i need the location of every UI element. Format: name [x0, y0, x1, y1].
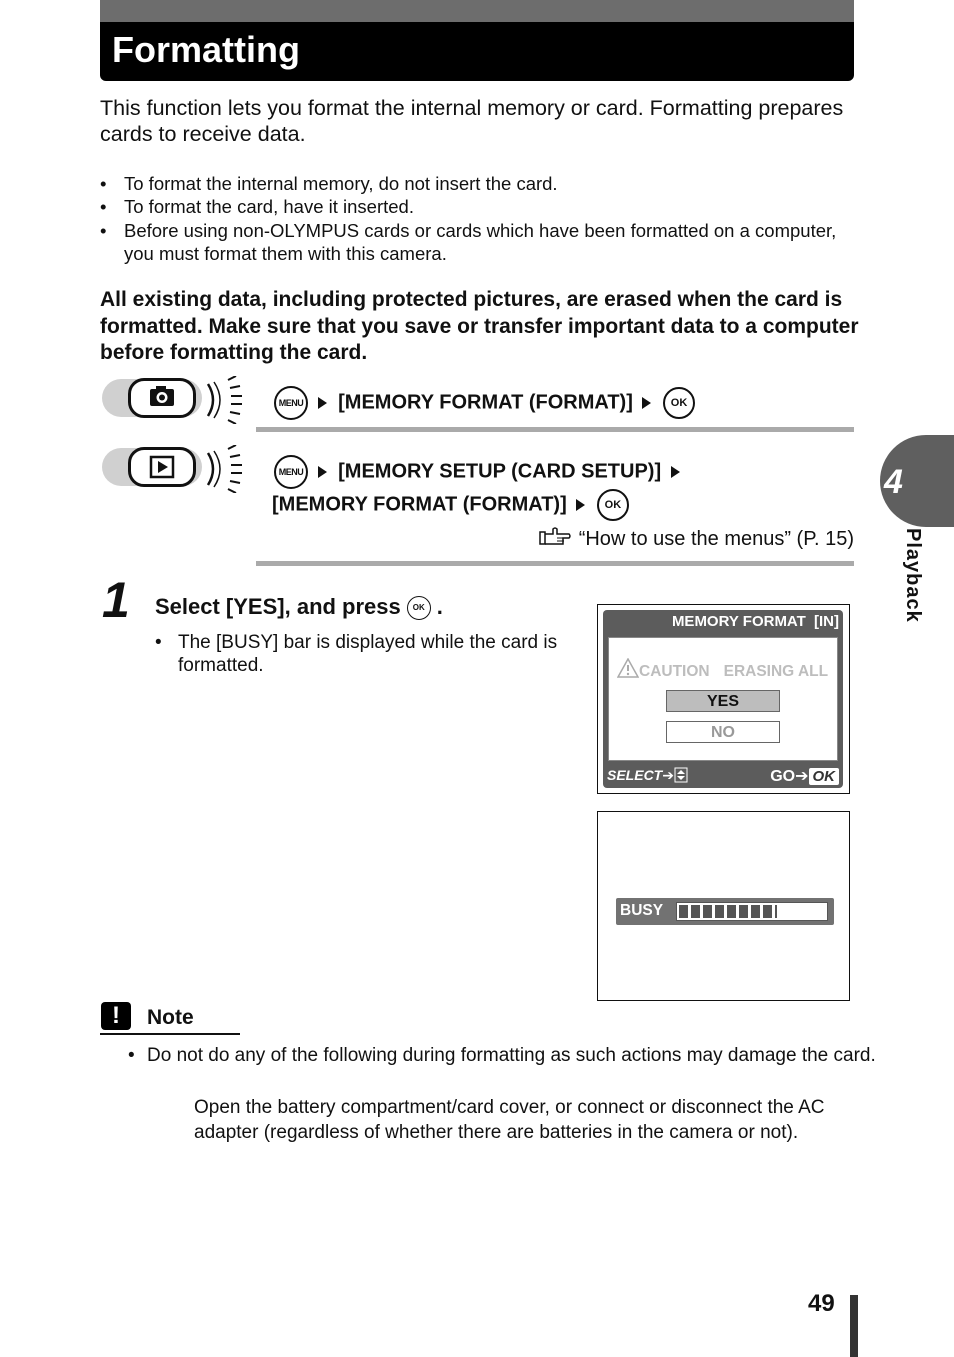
bullet-list [100, 172, 860, 265]
busy-label: BUSY [620, 902, 664, 919]
reference-text: “How to use the menus” (P. 15) [578, 528, 854, 550]
progress-fill [679, 905, 777, 918]
ok-button-icon: OK [407, 596, 431, 620]
page-edge-bar [850, 1295, 858, 1357]
playback-menu-path-2 [272, 489, 629, 521]
play-icon [131, 450, 193, 484]
select-text: SELECT [607, 767, 663, 783]
yes-option[interactable]: YES [666, 690, 780, 712]
intro-text: This function lets you format the internal memory or card. Formatting prepares cards to receive data. [100, 96, 844, 146]
warning-text: All existing data, including protected pictures, are erased when the card is formatted. Make sure that you save or transfer important data to a computer before formatting the card. [100, 288, 859, 364]
arrow-right-icon [671, 466, 680, 478]
list-item: • To format the internal memory, do not insert the card. [100, 172, 860, 195]
lcd-panel [608, 637, 838, 761]
warning-triangle-icon [617, 658, 639, 678]
lcd-header-text: MEMORY FORMAT [671, 613, 806, 630]
go-text: GO [770, 768, 796, 785]
shooting-mode-dial-icon [100, 376, 240, 424]
no-option[interactable]: NO [666, 721, 780, 743]
arrow-right-icon [318, 466, 327, 478]
step-number: 1 [102, 572, 130, 628]
ok-button-icon: OK [663, 387, 695, 419]
progress-track [676, 902, 828, 921]
internal-memory-badge: [IN] [814, 613, 839, 630]
list-item: • To format the card, have it inserted. [100, 195, 860, 218]
menu-reference [539, 526, 854, 551]
up-down-icon [674, 767, 688, 783]
page-title: Formatting [112, 29, 300, 70]
list-item: • Before using non-OLYMPUS cards or cards which have been formatted on a computer, you must format them with this camera. [100, 219, 860, 266]
arrow-right-icon: ➔ [662, 767, 674, 783]
arrow-right-icon [576, 499, 585, 511]
go-hint [770, 766, 839, 786]
chapter-label: Playback [902, 528, 924, 623]
step-heading-text: Select [YES], and press [155, 594, 401, 619]
arrow-right-icon [642, 397, 651, 409]
step-bullet: • The [BUSY] bar is displayed while the card is formatted. [155, 631, 558, 678]
menu-item-memory-format: [MEMORY FORMAT (FORMAT)] [272, 493, 567, 516]
lcd-footer [605, 765, 841, 787]
chapter-number: 4 [884, 463, 903, 501]
arrow-right-icon [318, 397, 327, 409]
menu-item-memory-setup: [MEMORY SETUP (CARD SETUP)] [338, 460, 662, 483]
busy-bar [616, 898, 834, 925]
camera-icon [131, 381, 193, 415]
title-strip [100, 0, 854, 22]
menu-item-memory-format: [MEMORY FORMAT (FORMAT)] [338, 391, 633, 414]
menu-button-icon: MENU [274, 455, 308, 489]
hand-pointer-icon [539, 526, 573, 548]
note-bullet: • Do not do any of the following during formatting as such actions may damage the card. [128, 1044, 877, 1069]
playback-menu-path-1 [274, 455, 686, 489]
erasing-text: ERASING ALL [723, 663, 829, 680]
exclamation-icon: ! [101, 1002, 131, 1030]
ok-badge: OK [809, 768, 840, 785]
step-heading-period: . [436, 594, 443, 619]
title-bar [100, 0, 854, 81]
separator [256, 561, 854, 566]
lcd-busy-screen [597, 811, 850, 1001]
select-hint [607, 767, 688, 784]
playback-mode-dial-icon [100, 445, 240, 493]
chapter-tab [880, 435, 954, 527]
lcd-header [603, 613, 839, 630]
caution-text: CAUTION [639, 663, 710, 680]
note-detail: Open the battery compartment/card cover, or connect or disconnect the AC adapter (regardless of whether there are batteries in the camera or not). [194, 1097, 825, 1143]
arrow-right-icon: ➔ [795, 768, 809, 785]
page-number: 49 [808, 1290, 835, 1317]
note-label: Note [147, 1006, 194, 1029]
step-heading [155, 594, 443, 620]
separator [256, 427, 854, 432]
ok-button-icon: OK [597, 489, 629, 521]
note-underline [100, 1033, 240, 1035]
lcd-memory-format-screen [597, 604, 850, 794]
menu-button-icon: MENU [274, 386, 308, 420]
shooting-menu-path [274, 386, 695, 420]
caution-line [617, 658, 828, 681]
